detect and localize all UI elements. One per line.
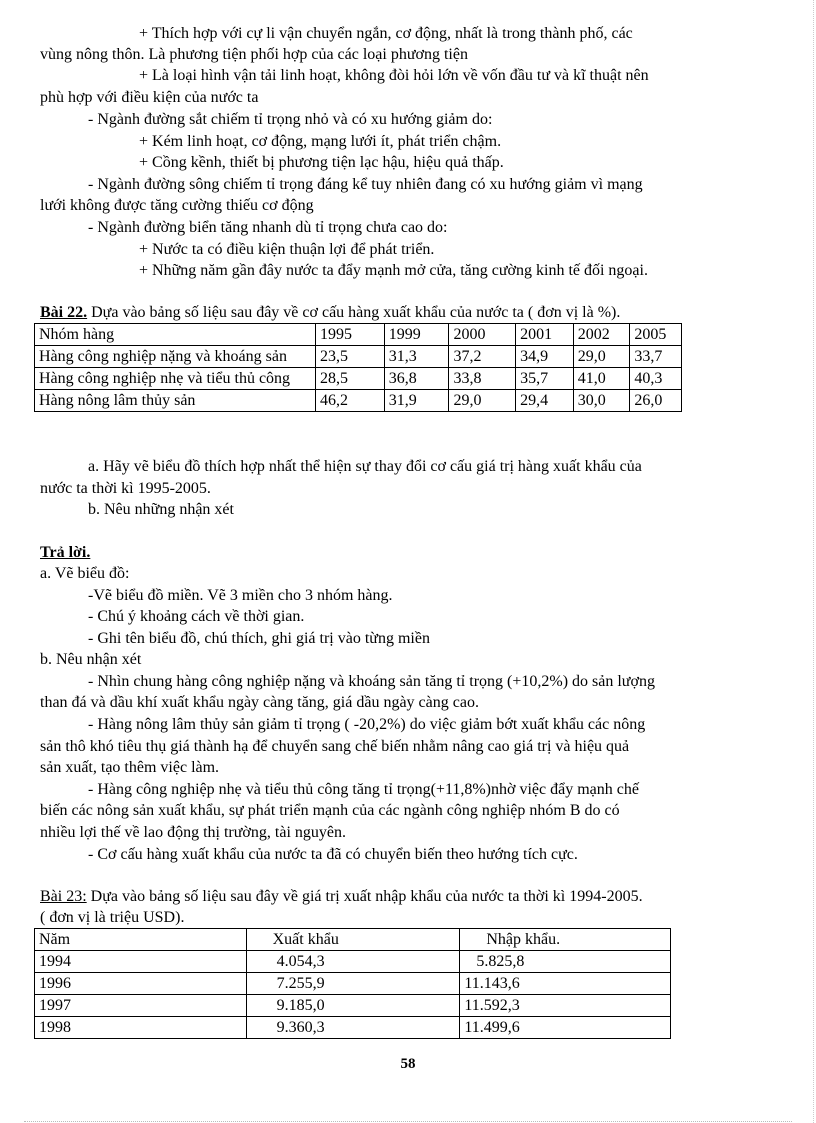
exercise-23-prompt: Dựa vào bảng số liệu sau đây về giá trị xuất nhập khẩu của nước ta thời kì 1994-2005. xyxy=(86,888,643,905)
text-line: + Kém linh hoạt, cơ động, mạng lưới ít, phát triển chậm. xyxy=(139,133,502,150)
exercise-22-label: Bài 22. xyxy=(40,304,88,321)
table-cell: 9.360,3 xyxy=(246,1017,460,1039)
exercise-23-label: Bài 23: xyxy=(40,888,87,905)
table-cell: 31,9 xyxy=(384,390,449,412)
table-header-cell: 2005 xyxy=(630,324,682,346)
answer-title: Trả lời. xyxy=(40,544,91,561)
text-line: - Ngành đường sông chiếm tỉ trọng đáng kể tuy nhiên đang có xu hướng giảm vì mạng xyxy=(88,176,643,193)
text-line: - Ngành đường biển tăng nhanh dù tỉ trọng chưa cao do: xyxy=(88,219,448,236)
table-cell: 46,2 xyxy=(316,390,385,412)
table-header-cell: 2002 xyxy=(573,324,630,346)
table-cell: 5.825,8 xyxy=(460,951,671,973)
text-line: + Cồng kềnh, thiết bị phương tiện lạc hậu, hiệu quả thấp. xyxy=(139,154,504,171)
answer-b-line: nhiều lợi thế về lao động thị trường, tài nguyên. xyxy=(40,824,346,841)
question-a: a. Hãy vẽ biểu đồ thích hợp nhất thể hiện sự thay đổi cơ cấu giá trị hàng xuất khẩu của xyxy=(88,458,642,475)
answer-b-line: biến các nông sản xuất khẩu, sự phát triển mạnh của các ngành công nghiệp nhóm B do có xyxy=(40,802,620,819)
table-cell: 28,5 xyxy=(316,368,385,390)
table-header-cell: Xuất khẩu xyxy=(246,929,460,951)
table-header-cell: 2001 xyxy=(516,324,574,346)
table-header-row xyxy=(35,324,682,346)
table-cell: 34,9 xyxy=(516,346,574,368)
table-cell: 31,3 xyxy=(384,346,449,368)
table-cell: 29,0 xyxy=(573,346,630,368)
table-cell: 11.499,6 xyxy=(460,1017,671,1039)
table-cell: 40,3 xyxy=(630,368,682,390)
text-line: phù hợp với điều kiện của nước ta xyxy=(40,89,259,106)
answer-b-line: sản xuất, tạo thêm việc làm. xyxy=(40,759,220,776)
table-header-cell: 2000 xyxy=(449,324,516,346)
table-row xyxy=(35,390,682,412)
exercise-23-heading xyxy=(40,887,643,907)
table-header-cell: 1995 xyxy=(316,324,385,346)
table-cell: 1998 xyxy=(35,1017,247,1039)
table-header-cell: Nhập khẩu. xyxy=(460,929,671,951)
answer-b-heading: b. Nêu nhận xét xyxy=(40,651,142,668)
answer-b-line: than đá và dầu khí xuất khẩu ngày càng tăng, giá dầu ngày càng cao. xyxy=(40,694,479,711)
table-header-row xyxy=(35,929,671,951)
answer-b-line: - Cơ cấu hàng xuất khẩu của nước ta đã có chuyển biến theo hướng tích cực. xyxy=(88,846,578,863)
table-header-cell: 1999 xyxy=(384,324,449,346)
table-cell: 1994 xyxy=(35,951,247,973)
table-cell: 9.185,0 xyxy=(246,995,460,1017)
table-cell: 33,8 xyxy=(449,368,516,390)
table-cell: Hàng công nghiệp nhẹ và tiểu thủ công xyxy=(35,368,316,390)
text-line: + Những năm gần đây nước ta đẩy mạnh mở cửa, tăng cường kinh tế đối ngoại. xyxy=(139,262,648,279)
table-row xyxy=(35,995,671,1017)
text-line: + Nước ta có điều kiện thuận lợi để phát triển. xyxy=(139,241,435,258)
table-header-cell: Năm xyxy=(35,929,247,951)
answer-a-heading: a. Vẽ biểu đồ: xyxy=(40,565,130,582)
page-bottom-divider xyxy=(24,1121,792,1122)
table-cell: 11.143,6 xyxy=(460,973,671,995)
table-row xyxy=(35,951,671,973)
page-right-edge xyxy=(813,0,814,1123)
answer-b-line: - Nhìn chung hàng công nghiệp nặng và khoáng sản tăng tỉ trọng (+10,2%) do sản lượng xyxy=(88,673,655,690)
question-b: b. Nêu những nhận xét xyxy=(88,501,234,518)
table-cell: 26,0 xyxy=(630,390,682,412)
table-cell: 29,4 xyxy=(516,390,574,412)
answer-b-line: - Hàng nông lâm thủy sản giảm tỉ trọng ( -20,2%) do việc giảm bớt xuất khẩu các nông xyxy=(88,716,646,733)
trade-value-table xyxy=(34,928,671,1039)
exercise-22-heading xyxy=(40,303,620,323)
table-cell: Hàng nông lâm thủy sản xyxy=(35,390,316,412)
text-line: + Là loại hình vận tải linh hoạt, không đòi hỏi lớn về vốn đầu tư và kĩ thuật nên xyxy=(139,67,649,84)
table-cell: 23,5 xyxy=(316,346,385,368)
table-cell: 29,0 xyxy=(449,390,516,412)
page-number: 58 xyxy=(400,1056,416,1072)
table-header-cell: Nhóm hàng xyxy=(35,324,316,346)
table-cell: 7.255,9 xyxy=(246,973,460,995)
table-cell: 1996 xyxy=(35,973,247,995)
exercise-23-unit: ( đơn vị là triệu USD). xyxy=(40,909,185,926)
text-line: lưới không được tăng cường thiếu cơ động xyxy=(40,197,314,214)
text-line: - Ngành đường sắt chiếm tỉ trọng nhỏ và có xu hướng giảm do: xyxy=(88,111,493,128)
table-row xyxy=(35,1017,671,1039)
table-cell: 41,0 xyxy=(573,368,630,390)
answer-a-item: - Ghi tên biểu đồ, chú thích, ghi giá trị vào từng miền xyxy=(88,630,430,647)
question-a-cont: nước ta thời kì 1995-2005. xyxy=(40,480,211,497)
export-structure-table xyxy=(34,323,682,412)
answer-a-item: -Vẽ biểu đồ miền. Vẽ 3 miền cho 3 nhóm hàng. xyxy=(88,587,393,604)
table-cell: 35,7 xyxy=(516,368,574,390)
table-row xyxy=(35,368,682,390)
table-cell: Hàng công nghiệp nặng và khoáng sản xyxy=(35,346,316,368)
answer-a-item: - Chú ý khoảng cách về thời gian. xyxy=(88,608,305,625)
text-line: + Thích hợp với cự li vận chuyển ngắn, cơ động, nhất là trong thành phố, các xyxy=(139,25,633,42)
answer-b-line: - Hàng công nghiệp nhẹ và tiểu thủ công tăng tỉ trọng(+11,8%)nhờ việc đẩy mạnh chế xyxy=(88,781,639,798)
table-row xyxy=(35,973,671,995)
table-cell: 1997 xyxy=(35,995,247,1017)
table-cell: 37,2 xyxy=(449,346,516,368)
table-cell: 33,7 xyxy=(630,346,682,368)
table-cell: 36,8 xyxy=(384,368,449,390)
answer-b-line: sản thô khó tiêu thụ giá thành hạ để chuyển sang chế biến nhằm nâng cao giá trị và hiệu quả xyxy=(40,738,630,755)
text-line: vùng nông thôn. Là phương tiện phối hợp của các loại phương tiện xyxy=(40,46,468,63)
exercise-22-prompt: Dựa vào bảng số liệu sau đây về cơ cấu hàng xuất khẩu của nước ta ( đơn vị là %). xyxy=(87,304,621,321)
table-cell: 4.054,3 xyxy=(246,951,460,973)
table-cell: 11.592,3 xyxy=(460,995,671,1017)
table-row xyxy=(35,346,682,368)
table-cell: 30,0 xyxy=(573,390,630,412)
